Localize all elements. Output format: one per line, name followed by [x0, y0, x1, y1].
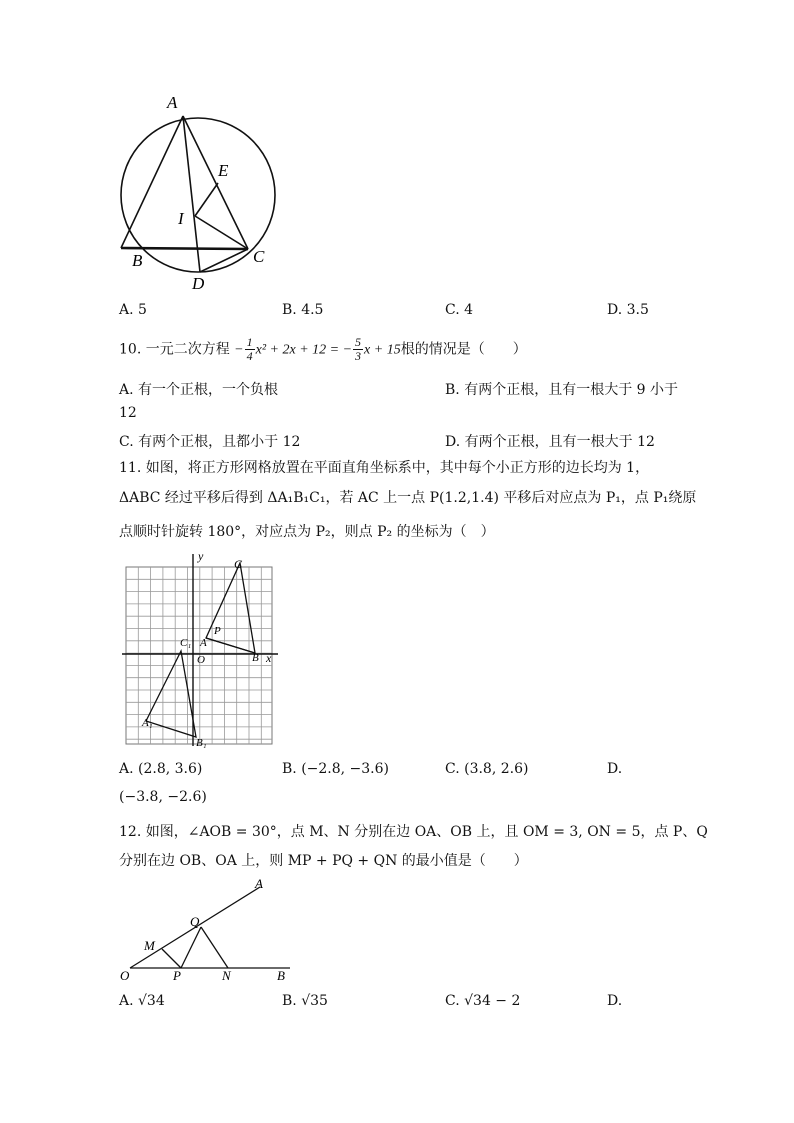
q10-fraction-1 — [245, 336, 255, 363]
q12-label-O: O — [120, 968, 130, 983]
q10-frac2-num: 5 — [355, 335, 362, 349]
q9-line-IE — [195, 183, 218, 216]
q12-label-Q: Q — [190, 914, 200, 929]
q9-line-DC — [200, 249, 248, 272]
q10-eq-part1: x² + 2x + 12 = − — [255, 342, 353, 358]
q11-label-A1: A₁ — [142, 717, 153, 729]
q9-option-c: C. 4 — [445, 302, 474, 318]
q12-line-2: 分别在边 OB、OA 上，则 MP + PQ + QN 的最小值是（ ） — [119, 853, 528, 869]
q10-option-d: D. 有两个正根，且有一根大于 12 — [445, 434, 655, 450]
q10-stem-prefix: 一元二次方程 — [145, 341, 230, 358]
q11-option-d-cont: (−3.8, −2.6) — [119, 789, 207, 805]
q10-frac1-num: 1 — [246, 335, 253, 349]
q12-option-c: C. √34 − 2 — [445, 993, 521, 1009]
q10-option-b-cont: 12 — [119, 405, 137, 421]
q9-option-a: A. 5 — [119, 302, 147, 318]
q11-label-y: y — [198, 549, 204, 563]
q11-label-A: A — [200, 637, 207, 649]
q11-triangle-ABC — [206, 563, 255, 653]
q11-line-2: ΔABC 经过平移后得到 ΔA₁B₁C₁，若 AC 上一点 P(1.2,1.4) 平移后对应点为 P₁，点 P₁绕原 — [119, 490, 697, 506]
q9-option-d: D. 3.5 — [607, 302, 649, 318]
q10-option-b: B. 有两个正根，且有一根大于 9 小于 — [445, 382, 678, 398]
q10-fraction-2 — [353, 336, 363, 363]
q10-eq-part2: x + 15 — [364, 342, 401, 358]
q11-option-c: C. (3.8, 2.6) — [445, 761, 529, 777]
q12-option-a: A. √34 — [119, 993, 165, 1009]
q12-option-b: B. √35 — [282, 993, 328, 1009]
q12-angle-figure — [115, 872, 300, 987]
q11-option-d: D. — [607, 761, 623, 777]
q10-stem — [119, 336, 527, 364]
q11-label-C: C — [234, 557, 243, 571]
q12-segment-QN — [201, 927, 228, 968]
q12-segment-MP — [162, 949, 181, 968]
q9-line-AB — [121, 116, 183, 248]
q11-label-P: P — [214, 625, 221, 637]
q9-label-B: B — [132, 251, 143, 270]
q9-label-E: E — [218, 161, 229, 180]
q11-option-a: A. (2.8, 3.6) — [119, 761, 203, 777]
q9-label-A: A — [167, 93, 178, 112]
q12-segment-PQ — [181, 927, 201, 968]
q11-option-b: B. (−2.8, −3.6) — [282, 761, 390, 777]
q10-option-c: C. 有两个正根，且都小于 12 — [119, 434, 301, 450]
q11-label-C1: C₁ — [180, 637, 192, 649]
q11-triangle-A1B1C1 — [146, 651, 196, 737]
q9-label-I: I — [178, 209, 184, 228]
q11-line-A-B-bottom — [206, 638, 255, 653]
q10-frac1-den: 4 — [246, 349, 253, 363]
q10-stem-suffix: 根的情况是（ ） — [400, 341, 527, 358]
q9-line-BC — [121, 248, 248, 249]
q11-label-B: B — [252, 652, 259, 664]
q10-number: 10. — [119, 341, 142, 358]
q11-line-3: 点顺时针旋转 180°，对应点为 P₂，则点 P₂ 的坐标为（ ） — [119, 524, 495, 540]
q9-circle-figure — [115, 88, 290, 298]
q11-grid-figure — [118, 548, 280, 753]
q10-frac2-den: 3 — [355, 349, 362, 363]
q11-line-1: 11. 如图，将正方形网格放置在平面直角坐标系中，其中每个小正方形的边长均为 1， — [119, 460, 650, 476]
q11-label-x: x — [266, 651, 272, 665]
q12-line-1: 12. 如图，∠AOB = 30°，点 M、N 分别在边 OA、OB 上，且 OM = 3, ON = 5，点 P、Q — [119, 824, 708, 840]
q11-label-B1: B₁ — [196, 737, 207, 749]
q9-label-C: C — [253, 247, 265, 266]
q9-label-D: D — [192, 274, 205, 293]
q9-option-b: B. 4.5 — [282, 302, 324, 318]
q12-label-M: M — [144, 938, 155, 953]
q12-option-d: D. — [607, 993, 623, 1009]
q10-option-a: A. 有一个正根，一个负根 — [119, 382, 279, 398]
q12-label-B: B — [277, 968, 285, 983]
q12-label-N: N — [222, 968, 231, 983]
q10-minus: − — [234, 342, 244, 358]
q12-label-P: P — [173, 968, 181, 983]
q11-label-O: O — [197, 654, 205, 666]
q12-label-A: A — [255, 876, 263, 891]
